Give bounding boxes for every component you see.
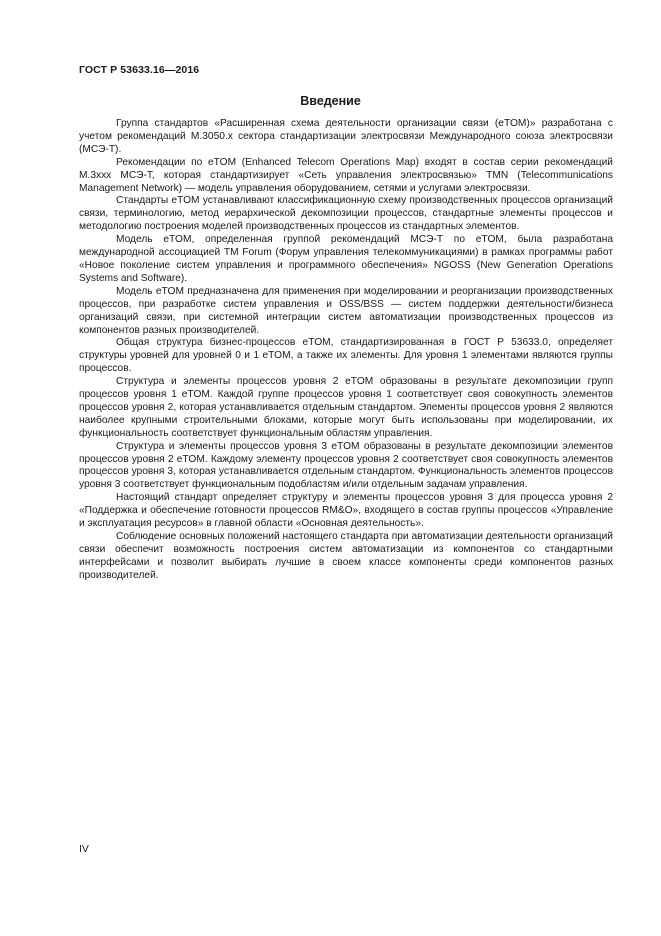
paragraph: Общая структура бизнес-процессов eTOM, стандартизированная в ГОСТ Р 53633.0, определяет структуры уровней для уровней 0 и 1 eTOM, а также их элементы. Для уровня 1 элементами являются группы процессов. <box>79 337 613 375</box>
paragraph: Группа стандартов «Расширенная схема деятельности организации связи (eTOM)» разработана с учетом рекомендаций М.3050.х сектора стандартизации электросвязи Международного союза электросвязи (МСЭ-Т). <box>79 118 613 155</box>
paragraph: Модель eTOM предназначена для применения при моделировании и реорганизации производственных процессов, при разработке систем управления и OSS/BSS — систем поддержки деятельности/бизнеса организаций связи, при системной интеграции систем автоматизации производственных процессов из компонентов разных производителей. <box>79 285 613 336</box>
page-number: IV <box>79 843 89 855</box>
paragraph: Структура и элементы процессов уровня 2 eTOM образованы в результате декомпозиции групп процессов уровня 1 eTOM. Каждой группе процессов уровня 1 соответствует своя совокупность элементов процессов уровня 2, которая устанавливается отдельным стандартом. Элементы процессов уровня 2 являются наиболее крупными строительными блоками, которые могут быть использованы при моделировании, их функциональность соответствует функциональным областям управления. <box>79 376 613 439</box>
paragraph: Модель eTOM, определенная группой рекомендаций МСЭ-Т по eTOM, была разработана международной ассоциацией TM Forum (Форум управления телекоммуникациями) в рамках программы работ «Новое поколение систем управления и программного обеспечения» NGOSS (New Generation Operations Systems and Software). <box>79 234 613 284</box>
paragraph: Соблюдение основных положений настоящего стандарта при автоматизации деятельности организаций связи обеспечит возможность построения систем автоматизации из компонентов со стандартными интерфейсами и позволит выбирать лучшие в своем классе компоненты среди компонентов разных производителей. <box>79 531 613 581</box>
paragraph: Структура и элементы процессов уровня 3 eTOM образованы в результате декомпозиции элементов процессов уровня 2 eTOM. Каждому элементу процессов уровня 2 соответствует своя совокупность элементов процессов уровня 3, которая устанавливается отдельным стандартом. Функциональность элементов процессов уровня 3 соответствует функциональным подобластям и/или отдельным задачам управления. <box>79 440 613 491</box>
paragraph: Рекомендации по eTOM (Enhanced Telecom Operations Map) входят в состав серии рекомендаций М.3ххх МСЭ-Т, которая стандартизирует «Сеть управления электросвязью» TMN (Telecommunications Management Network) — модель управления оборудованием, сетями и услугами электросвязи. <box>79 156 613 194</box>
introduction-body <box>79 118 613 583</box>
section-title: Введение <box>300 94 361 108</box>
document-header-id: ГОСТ Р 53633.16—2016 <box>79 64 200 76</box>
paragraph: Стандарты eTOM устанавливают классификационную схему производственных процессов организаций связи, терминологию, метод иерархической декомпозиции процессов, стандартные элементы процессов и методологию построения моделей производственных процессов из стандартных элементов. <box>79 195 613 233</box>
paragraph: Настоящий стандарт определяет структуру и элементы процессов уровня 3 для процесса уровня 2 «Поддержка и обеспечение готовности процессов RM&O», входящего в состав группы процессов «Управление и эксплуатация ресурсов» в главной области «Основная деятельность». <box>79 492 613 530</box>
